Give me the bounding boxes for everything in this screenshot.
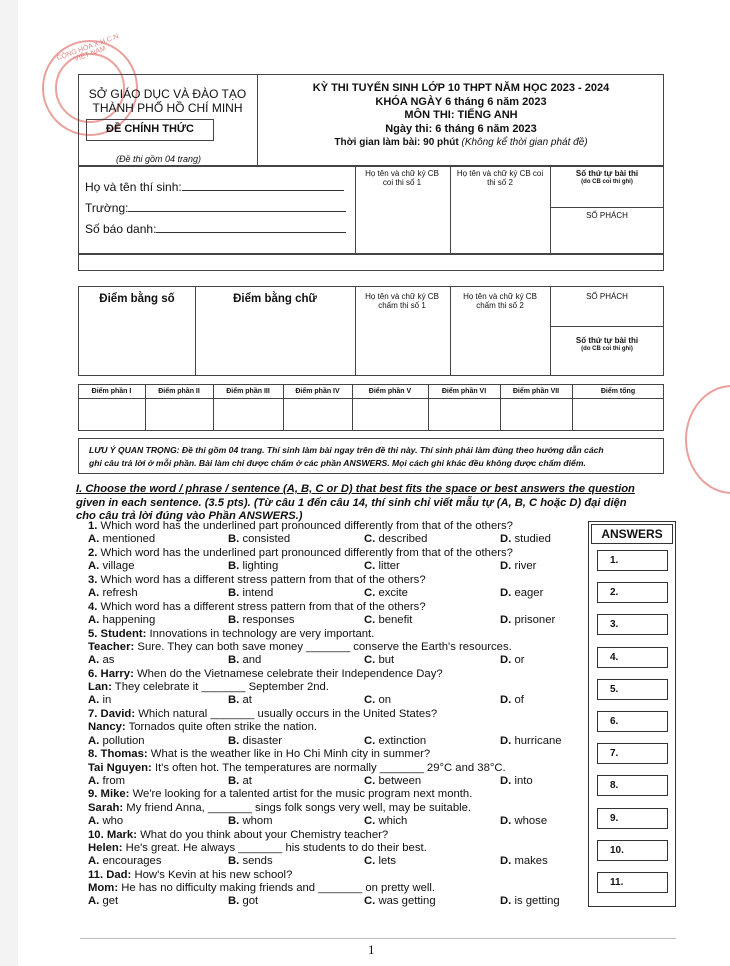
answer-option: C. benefit — [364, 614, 413, 626]
name-label: Họ và tên thí sinh: — [85, 180, 182, 194]
answer-option: B. and — [228, 654, 262, 667]
notice-line2: ghi câu trả lời ở mỗi phần. Bài làm chỉ được chấm ở các phần ANSWERS. Mọi cách ghi khác đều không được chấm điểm. — [89, 458, 586, 468]
question-stem: 2. Which word has the underlined part pronounced differently from that of the others? — [88, 546, 513, 559]
notice-line1: LƯU Ý QUAN TRỌNG: Đề thi gồm 04 trang. Thí sinh làm bài ngay trên đề thi này. Thí sinh phải làm đúng theo hướng dẫn cách — [89, 445, 604, 455]
answer-option: C. which — [364, 815, 408, 827]
question-stem: 6. Harry: When do the Vietnamese celebrate their Independence Day? — [88, 667, 443, 680]
answer-option: A. happening — [88, 614, 156, 626]
answer-option: C. extinction — [364, 734, 427, 747]
school-label: Trường: — [85, 201, 129, 215]
answer-option: D. or — [500, 654, 525, 667]
dept-line1: SỞ GIÁO DỤC VÀ ĐÀO TẠO — [88, 87, 247, 101]
official-label: ĐỀ CHÍNH THỨC — [86, 119, 214, 141]
answer-option: A. encourages — [88, 855, 162, 868]
answer-option: D. studied — [500, 533, 551, 546]
answer-option: D. of — [500, 694, 524, 707]
answer-option: A. village — [88, 560, 135, 573]
answer-option: A. who — [88, 815, 124, 827]
question-stem-line2: Lan: They celebrate it _______ September 2nd. — [88, 681, 329, 694]
score-part-label: Điểm phần VII — [512, 388, 560, 395]
grader1-label: Họ tên và chữ ký CB chấm thi số 1 — [365, 292, 439, 310]
answer-option: B. responses — [228, 614, 295, 626]
answer-option: C. on — [364, 694, 392, 707]
question-stem-line2: Sarah: My friend Anna, _______ sings folk songs very well, may be suitable. — [88, 801, 472, 814]
grader2-label: Họ tên và chữ ký CB chấm thi số 2 — [463, 292, 537, 310]
id-field[interactable] — [85, 222, 346, 236]
answer-option: D. river — [500, 560, 537, 573]
answer-option: B. intend — [228, 587, 274, 600]
seq-note: (do CB coi thi ghi) — [581, 179, 633, 185]
exam-duration: Thời gian làm bài: 90 phút — [334, 137, 459, 148]
answer-slot[interactable]: 3. — [597, 614, 668, 635]
separator-band — [78, 254, 664, 271]
question-stem-line2: Tai Nguyen: It's often hot. The temperatures are normally _______ 29°C and 38°C. — [88, 761, 506, 774]
answer-option: C. described — [364, 533, 428, 546]
exam-subject: MÔN THI: TIẾNG ANH — [404, 109, 518, 121]
question-stem: 1. Which word has the underlined part pronounced differently from that of the others? — [88, 520, 513, 532]
invigilator1-label: Họ tên và chữ ký CB coi thi số 1 — [365, 169, 439, 187]
answer-option: C. excite — [364, 587, 408, 600]
so-phach-label-2: SỐ PHÁCH — [586, 292, 628, 301]
answer-option: C. litter — [364, 560, 400, 573]
score-part-label: Điểm phần II — [158, 388, 200, 395]
question-stem-line2: Mom: He has no difficulty making friends and _______ on pretty well. — [88, 882, 436, 895]
score-part-label: Điểm phần I — [91, 388, 132, 395]
question-stem: 4. Which word has a different stress pattern from that of the others? — [88, 600, 426, 613]
answer-option: B. at — [228, 774, 252, 787]
question-stem-line2: Nancy: Tornados quite often strike the nation. — [88, 721, 318, 734]
answer-option: A. as — [88, 654, 115, 667]
exam-header — [258, 82, 664, 150]
department-block — [80, 87, 255, 115]
answer-option: D. is getting — [500, 895, 560, 908]
answer-option: B. lighting — [228, 560, 279, 573]
section1-line3: cho câu trả lời đúng vào Phần ANSWERS.) — [76, 510, 303, 522]
answer-option: C. but — [364, 654, 395, 667]
answer-slot[interactable]: 6. — [597, 711, 668, 732]
question-stem-line2: Teacher: Sure. They can both save money _______ conserve the Earth's resources. — [88, 640, 512, 653]
answer-slot[interactable]: 10. — [597, 840, 668, 861]
score-words-label: Điểm bằng chữ — [233, 293, 317, 305]
question-stem: 5. Student: Innovations in technology are very important. — [88, 627, 375, 640]
answer-slot[interactable]: 11. — [597, 872, 668, 893]
important-notice — [78, 438, 664, 474]
section1-line1: I. Choose the word / phrase / sentence (A, B, C or D) that best fits the space or best answers the question — [76, 483, 635, 495]
invigilator2-label: Họ tên và chữ ký CB coi thi số 2 — [456, 169, 544, 187]
exam-title: KỲ THI TUYỂN SINH LỚP 10 THPT NĂM HỌC 2023 - 2024 — [312, 82, 610, 94]
question-stem: 8. Thomas: What is the weather like in Ho Chi Minh city in summer? — [88, 748, 431, 761]
answer-option: A. mentioned — [88, 533, 156, 546]
exam-date: Ngày thi: 6 tháng 6 năm 2023 — [385, 122, 537, 135]
answer-option: B. consisted — [228, 533, 291, 546]
answer-option: C. was getting — [364, 895, 436, 908]
score-part-label: Điểm phần III — [226, 388, 270, 395]
so-phach-label: SỐ PHÁCH — [586, 211, 628, 220]
answer-slot[interactable]: 8. — [597, 775, 668, 796]
answer-option: A. refresh — [88, 587, 138, 600]
exam-session: KHÓA NGÀY 6 tháng 6 năm 2023 — [375, 95, 547, 108]
side-stamp — [685, 385, 730, 494]
answer-slot[interactable]: 5. — [597, 679, 668, 700]
question-stem: 11. Dad: How's Kevin at his new school? — [88, 868, 293, 881]
answer-option: A. in — [88, 694, 112, 707]
id-label: Số báo danh: — [85, 222, 157, 236]
page-number: 1 — [368, 942, 375, 957]
answer-option: D. hurricane — [500, 734, 562, 747]
seq-note-2: (do CB coi thi ghi) — [581, 346, 633, 352]
score-part-label: Điểm tổng — [600, 388, 636, 395]
answer-option: B. disaster — [228, 734, 283, 747]
score-part-label: Điểm phần IV — [295, 388, 340, 395]
answer-slot[interactable]: 9. — [597, 808, 668, 829]
section1-line2: given in each sentence. (3.5 pts). (Từ câu 1 đến câu 14, thí sinh chỉ viết mẫu tự (A, B, C hoặc D) đại diện — [76, 496, 627, 509]
answer-option: A. get — [88, 895, 119, 908]
answer-slot[interactable]: 1. — [597, 550, 668, 571]
answer-option: C. between — [364, 774, 422, 787]
answer-option: B. whom — [228, 815, 273, 827]
pages-note: (Đề thi gồm 04 trang) — [116, 154, 202, 164]
answer-option: D. whose — [500, 815, 548, 827]
answer-slot[interactable]: 7. — [597, 743, 668, 764]
answer-option: D. makes — [500, 855, 548, 868]
answer-slot[interactable]: 2. — [597, 582, 668, 603]
question-stem: 3. Which word has a different stress pattern from that of the others? — [88, 573, 426, 586]
question-stem: 9. Mike: We're looking for a talented artist for the music program next month. — [88, 788, 473, 801]
answer-option: D. prisoner — [500, 614, 556, 626]
score-part-label: Điểm phần V — [368, 388, 412, 395]
answer-option: A. from — [88, 774, 126, 787]
answer-option: B. at — [228, 694, 252, 707]
stamp-text: CỘNG HÒA X.H.C.N VIỆT NAM — [55, 33, 120, 64]
question-stem-line2: Helen: He's great. He always _______ his students to do their best. — [88, 841, 427, 854]
answers-title: ANSWERS — [591, 524, 673, 544]
score-number-label: Điểm bằng số — [99, 293, 175, 305]
answer-option: D. eager — [500, 587, 544, 600]
school-field[interactable] — [85, 201, 346, 215]
seq-label-2: Số thứ tự bài thi — [575, 336, 639, 345]
answer-option: C. lets — [364, 855, 397, 868]
answer-option: B. sends — [228, 855, 273, 868]
answer-option: D. into — [500, 774, 533, 787]
seq-label: Số thứ tự bài thi — [575, 169, 639, 178]
answer-slot[interactable]: 4. — [597, 647, 668, 668]
section1-instructions — [76, 483, 676, 524]
answer-option: A. pollution — [88, 734, 145, 747]
name-field[interactable] — [85, 180, 353, 194]
answer-option: B. got — [228, 895, 259, 908]
dept-line2: THÀNH PHỐ HỒ CHÍ MINH — [92, 101, 243, 115]
score-part-label: Điểm phần VI — [441, 388, 487, 395]
question-stem: 10. Mark: What do you think about your Chemistry teacher? — [88, 828, 389, 841]
question-stem: 7. David: Which natural _______ usually occurs in the United States? — [88, 708, 438, 720]
duration-note: (Không kể thời gian phát đề) — [461, 137, 588, 148]
page-edge — [0, 0, 18, 966]
